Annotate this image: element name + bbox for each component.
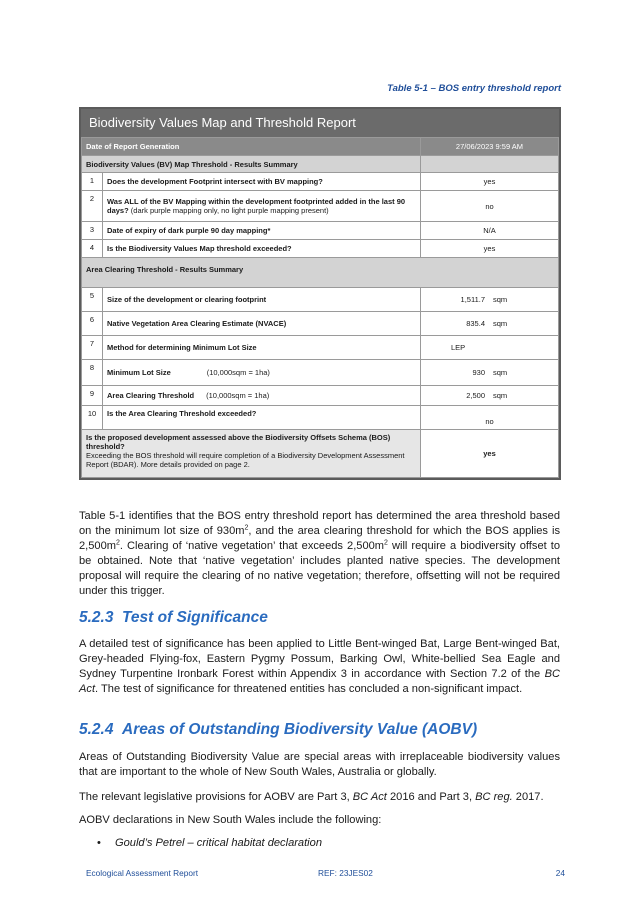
table-row [82,288,559,312]
row-question-note: (dark purple mapping only, no light purple mapping present) [130,206,329,215]
section-title: Areas of Outstanding Biodiversity Value (AOBV) [122,721,478,738]
row-answer: LEP [421,336,559,360]
row-number: 10 [82,406,103,430]
report-table [81,137,559,478]
row-question: Is the Area Clearing Threshold exceeded? [103,406,421,430]
row-answer [421,386,559,406]
final-answer: yes [421,430,559,478]
superscript: 2 [244,524,249,532]
table-row [82,406,559,430]
row-question-text: Was ALL of the BV Mapping within the development footprinted added in the last 90 days? [107,197,406,215]
paragraph-aobv-declarations: AOBV declarations in New South Wales include the following: [79,814,382,826]
section-number: 5.2.3 [79,609,114,626]
row-question: Date of expiry of dark purple 90 day mapping* [103,222,421,240]
para4-italic-1: BC Act [352,791,387,803]
section-heading-5-2-3 [79,609,268,627]
section-title: Test of Significance [122,609,268,626]
row-number: 3 [82,222,103,240]
row-number: 8 [82,360,103,386]
footer-page-number: 24 [555,868,565,878]
table-row [82,222,559,240]
row-unit: sqm [493,319,508,328]
row-answer [421,360,559,386]
para2-italic: BC Act [79,668,560,695]
paragraph-threshold-summary [79,509,560,599]
date-row [82,138,559,156]
table-row [82,240,559,258]
row-unit: sqm [493,295,508,304]
paragraph-aobv-definition: Areas of Outstanding Biodiversity Value are special areas with irreplaceable biodiversity values that are important to the whole of New South Wales, Australia or globally. [79,751,560,778]
row-question: Does the development Footprint intersect with BV mapping? [103,173,421,191]
report-title: Biodiversity Values Map and Threshold Report [81,109,559,137]
paragraph-test-of-significance [79,637,560,697]
row-amount: 835.4 [466,319,485,328]
row-number: 1 [82,173,103,191]
section-number: 5.2.4 [79,721,114,738]
area-section-row [82,258,559,288]
row-answer: yes [421,240,559,258]
bullet-icon: • [97,837,101,849]
row-answer [421,312,559,336]
row-answer: N/A [421,222,559,240]
row-amount: 2,500 [466,391,485,400]
row-question: Native Vegetation Area Clearing Estimate (NVACE) [103,312,421,336]
row-number: 5 [82,288,103,312]
unit-conversion-note: (10,000sqm = 1ha) [206,391,270,400]
table-row [82,191,559,222]
final-note: Exceeding the BOS threshold will require completion of a Biodiversity Development Assessment Report (BDAR). More details provided on page 2. [86,451,405,469]
date-value: 27/06/2023 9:59 AM [421,138,559,156]
row-unit: sqm [493,391,508,400]
para4-text-b: 2016 and Part 3, [386,791,476,803]
row-amount: 1,511.7 [460,295,485,304]
area-section-title: Area Clearing Threshold - Results Summary [82,258,559,288]
para2-text-a: A detailed test of significance has been applied to Little Bent-winged Bat, Large Bent-winged Bat, Grey-headed Flying-fox, Eastern Pygmy Possum, Barking Owl, White-bellied Sea Eagle and Sydney Turpentine Ironbark Forest within Appendix 3 in accordance with Section 7.2 of the [79,638,560,680]
superscript: 2 [384,539,388,547]
row-question-text: Minimum Lot Size [107,368,171,377]
row-number: 7 [82,336,103,360]
para1-text-a: Table 5-1 identifies that the BOS entry threshold report has determined the area threshold based on the minimum lot size of 930m [79,510,560,537]
final-question: Is the proposed development assessed above the Biodiversity Offsets Schema (BOS) threshold? [86,433,391,451]
row-question: Size of the development or clearing footprint [103,288,421,312]
section-heading-5-2-4 [79,721,477,739]
para4-italic-2: BC reg. [475,791,513,803]
para1-text-c: . Clearing of ‘native vegetation’ that exceeds 2,500m [119,540,385,552]
row-question: Is the Biodiversity Values Map threshold exceeded? [103,240,421,258]
row-answer: no [421,191,559,222]
row-answer: yes [421,173,559,191]
table-row [82,360,559,386]
footer-document-title: Ecological Assessment Report [86,868,199,878]
row-question: Method for determining Minimum Lot Size [103,336,421,360]
row-number: 2 [82,191,103,222]
table-row [82,312,559,336]
row-question [103,386,421,406]
para4-text-c: 2017. [512,791,544,803]
final-question-cell [82,430,421,478]
row-question [103,360,421,386]
row-answer [421,288,559,312]
footer-reference: REF: 23JES02 [318,868,373,878]
table-row [82,336,559,360]
final-row [82,430,559,478]
para1-text-d: will require a biodiversity offset to be obtained. Note that ‘native vegetation’ includes planted native species. The development proposal will require the clearing of no native vegetation; therefore, offsetting will not be required under this trigger. [79,540,560,597]
para2-text-b: . The test of significance for threatened entities has concluded a non-significant impact. [95,683,523,695]
list-item-text: Gould’s Petrel – critical habitat declaration [115,837,322,849]
row-number: 9 [82,386,103,406]
bv-section-title: Biodiversity Values (BV) Map Threshold - Results Summary [82,156,421,173]
list-item [97,837,322,849]
row-answer: no [421,406,559,430]
table-row [82,173,559,191]
para4-text-a: The relevant legislative provisions for AOBV are Part 3, [79,791,353,803]
table-caption: Table 5-1 – BOS entry threshold report [387,83,561,94]
row-amount: 930 [472,368,485,377]
row-number: 4 [82,240,103,258]
unit-conversion-note: (10,000sqm = 1ha) [206,368,270,377]
row-question [103,191,421,222]
date-label: Date of Report Generation [82,138,421,156]
row-unit: sqm [493,368,508,377]
bv-section-row [82,156,559,173]
table-row [82,386,559,406]
para1-text-b: , and the area clearing threshold for which the BOS applies is 2,500m [79,525,561,552]
row-question-text: Area Clearing Threshold [107,391,195,400]
bos-threshold-report [79,107,561,480]
row-number: 6 [82,312,103,336]
paragraph-legislative-provisions [79,790,560,805]
superscript: 2 [116,539,120,547]
